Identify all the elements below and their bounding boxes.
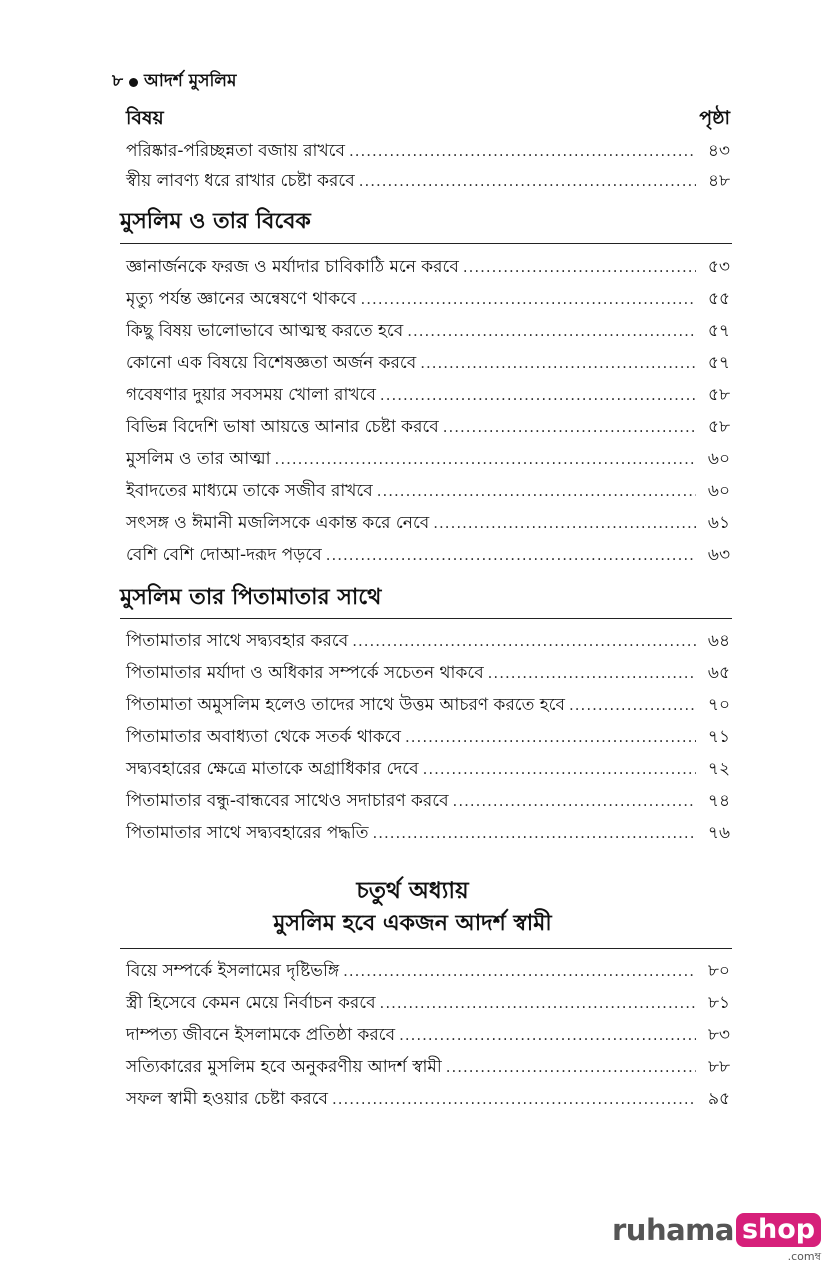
entry-page: ৮১ (707, 993, 730, 1013)
toc-entry (126, 782, 730, 812)
entry-page: ৯৫ (707, 1089, 730, 1109)
entry-title: মৃত্যু পর্যন্ত জ্ঞানের অন্বেষণে থাকবে (126, 289, 357, 309)
entry-title: দাম্পত্য জীবনে ইসলামকে প্রতিষ্ঠা করবে (126, 1025, 396, 1045)
dot-leader (420, 352, 696, 374)
dot-leader (407, 320, 696, 342)
entry-page: ৭৬ (707, 823, 730, 843)
logo-shop-badge: shop (736, 1213, 821, 1247)
entry-title: পরিষ্কার-পরিচ্ছন্নতা বজায় রাখবে (126, 141, 345, 161)
entry-page: ৫৫ (707, 289, 730, 309)
entry-title: পিতামাতার সাথে সদ্ব্যবহারের পদ্ধতি (126, 823, 369, 843)
entry-page: ৪৩ (707, 141, 730, 161)
section-heading: মুসলিম ও তার বিবেক (120, 209, 311, 234)
dot-leader (463, 256, 696, 278)
entry-title: বিয়ে সম্পর্কে ইসলামের দৃষ্টিভঙ্গি (126, 961, 340, 981)
entry-title: স্ত্রী হিসেবে কেমন মেয়ে নির্বাচন করবে (126, 993, 376, 1013)
entry-page: ৮৮ (707, 1057, 730, 1077)
dot-leader (380, 384, 696, 406)
dot-leader (380, 992, 696, 1014)
dot-leader (377, 480, 696, 502)
entry-page: ৭০ (707, 695, 730, 715)
entry-title: জ্ঞানার্জনকে ফরজ ও মর্যাদার চাবিকাঠি মনে করবে (126, 257, 459, 277)
entry-page: ৮০ (707, 961, 730, 981)
logo-domain: .comম্ব (787, 1250, 822, 1263)
toc-entry (126, 718, 730, 748)
toc-entry (126, 248, 730, 278)
dot-leader (361, 288, 696, 310)
subject-column-header: বিষয় (126, 107, 164, 129)
dot-leader (433, 512, 696, 534)
chapter-label: চতুর্থ অধ্যায় (356, 878, 469, 904)
ruhamashop-logo (612, 1213, 821, 1267)
toc-entry (126, 504, 730, 534)
dot-leader (569, 694, 696, 716)
dot-leader (399, 1024, 696, 1046)
toc-entry (126, 408, 730, 438)
entry-page: ৭২ (707, 759, 730, 779)
chapter-divider (120, 948, 732, 949)
entry-title: কোনো এক বিষয়ে বিশেষজ্ঞতা অর্জন করবে (126, 353, 417, 373)
entry-title: সফল স্বামী হওয়ার চেষ্টা করবে (126, 1089, 328, 1109)
entry-page: ৭১ (707, 727, 730, 747)
toc-entry (126, 1080, 730, 1110)
entry-page: ৫৭ (707, 321, 730, 341)
entry-page: ৬১ (707, 513, 730, 533)
section-divider (120, 243, 732, 244)
toc-entry (126, 280, 730, 310)
entry-page: ৫৭ (707, 353, 730, 373)
bullet-icon (129, 78, 138, 87)
entry-page: ৬৫ (707, 663, 730, 683)
dot-leader (343, 960, 696, 982)
dot-leader (443, 416, 696, 438)
entry-page: ৬০ (707, 481, 730, 501)
toc-entry (126, 132, 730, 162)
entry-title: বিভিন্ন বিদেশি ভাষা আয়ত্তে আনার চেষ্টা করবে (126, 417, 439, 437)
entry-title: পিতামাতার বন্ধু-বান্ধবের সাথেও সদাচারণ করবে (126, 791, 449, 811)
book-title: আদর্শ মুসলিম (144, 71, 237, 91)
toc-entry (126, 952, 730, 982)
toc-entry (126, 440, 730, 470)
entry-title: পিতামাতার মর্যাদা ও অধিকার সম্পর্কে সচেতন থাকবে (126, 663, 484, 683)
entry-page: ৪৮ (707, 171, 730, 191)
running-header (112, 68, 236, 96)
dot-leader (359, 170, 696, 192)
dot-leader (275, 448, 696, 470)
entry-page: ৬০ (707, 449, 730, 469)
entry-title: ইবাদতের মাধ্যমে তাকে সজীব রাখবে (126, 481, 373, 501)
toc-entry (126, 312, 730, 342)
toc-entry (126, 654, 730, 684)
dot-leader (423, 758, 696, 780)
dot-leader (453, 790, 696, 812)
toc-entry (126, 344, 730, 374)
entry-title: সত্যিকারের মুসলিম হবে অনুকরণীয় আদর্শ স্বামী (126, 1057, 442, 1077)
dot-leader (446, 1056, 696, 1078)
toc-entry (126, 376, 730, 406)
logo-brand-text: ruhama (612, 1213, 734, 1247)
entry-title: স্বীয় লাবণ্য ধরে রাখার চেষ্টা করবে (126, 171, 355, 191)
toc-entry (126, 686, 730, 716)
toc-entry (126, 162, 730, 192)
dot-leader (372, 822, 696, 844)
entry-title: সৎসঙ্গ ও ঈমানী মজলিসকে একান্ত করে নেবে (126, 513, 430, 533)
dot-leader (405, 726, 696, 748)
entry-title: মুসলিম ও তার আত্মা (126, 449, 271, 469)
toc-entry (126, 750, 730, 780)
toc-entry (126, 536, 730, 566)
chapter-title: মুসলিম হবে একজন আদর্শ স্বামী (273, 911, 552, 936)
entry-page: ৭৪ (707, 791, 730, 811)
toc-entry (126, 1048, 730, 1078)
toc-entry (126, 622, 730, 652)
entry-page: ৫৮ (707, 385, 730, 405)
toc-entry (126, 814, 730, 844)
entry-title: বেশি বেশি দোআ-দরূদ পড়বে (126, 545, 322, 565)
entry-page: ৫৮ (707, 417, 730, 437)
dot-leader (488, 662, 696, 684)
toc-entry (126, 1016, 730, 1046)
section-divider (120, 618, 732, 619)
entry-page: ৬৪ (707, 631, 730, 651)
dot-leader (326, 544, 696, 566)
toc-entry (126, 472, 730, 502)
toc-entry (126, 984, 730, 1014)
dot-leader (332, 1088, 696, 1110)
entry-title: কিছু বিষয় ভালোভাবে আত্মস্থ করতে হবে (126, 321, 404, 341)
page-column-header: পৃষ্ঠা (699, 107, 730, 129)
entry-page: ৫৩ (707, 257, 730, 277)
section-heading: মুসলিম তার পিতামাতার সাথে (120, 585, 382, 610)
dot-leader (349, 140, 696, 162)
entry-title: পিতামাতার সাথে সদ্ব্যবহার করবে (126, 631, 349, 651)
entry-title: গবেষণার দুয়ার সবসময় খোলা রাখবে (126, 385, 376, 405)
page-number: ৮ (112, 71, 124, 91)
entry-title: পিতামাতা অমুসলিম হলেও তাদের সাথে উত্তম আচরণ করতে হবে (126, 695, 566, 715)
entry-page: ৬৩ (707, 545, 730, 565)
dot-leader (352, 630, 696, 652)
entry-title: পিতামাতার অবাধ্যতা থেকে সতর্ক থাকবে (126, 727, 402, 747)
entry-title: সদ্ব্যবহারের ক্ষেত্রে মাতাকে অগ্রাধিকার দেবে (126, 759, 419, 779)
entry-page: ৮৩ (707, 1025, 730, 1045)
